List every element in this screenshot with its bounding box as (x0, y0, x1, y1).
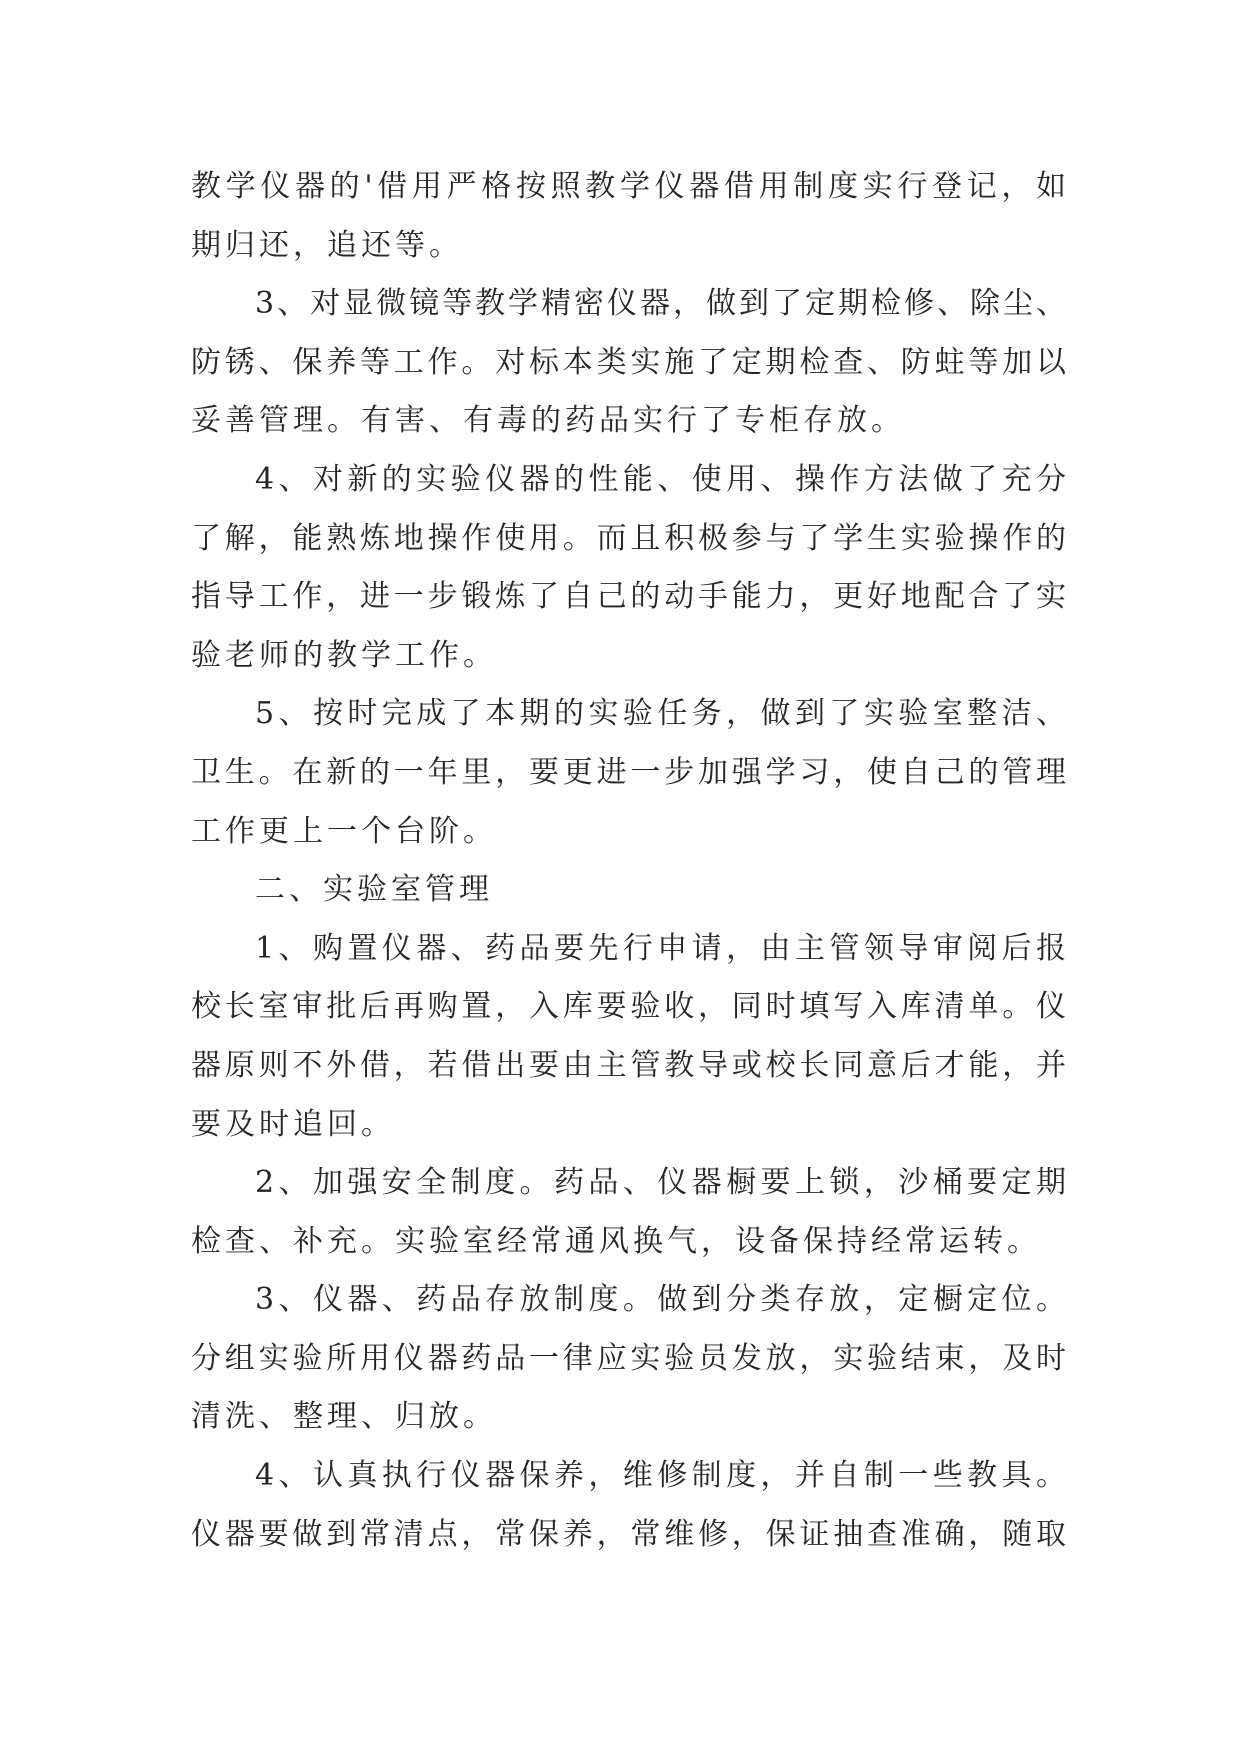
text-line: 妥善管理。有害、有毒的药品实行了专柜存放。 (191, 403, 905, 439)
paragraph-start-line: 1、购置仪器、药品要先行申请，由主管领导审阅后报 (255, 930, 1066, 966)
text-line: 清洗、整理、归放。 (191, 1399, 497, 1435)
document-body (191, 158, 1066, 1564)
text-line: 要及时追回。 (191, 1106, 395, 1142)
text-line: 教学仪器的'借用严格按照教学仪器借用制度实行登记，如 (191, 169, 1066, 204)
text-line: 校长室审批后再购置，入库要验收，同时填写入库清单。仪 (191, 989, 1066, 1025)
text-line: 卫生。在新的一年里，要更进一步加强学习，使自己的管理 (191, 754, 1066, 790)
paragraph-start-line: 4、认真执行仪器保养，维修制度，并自制一些教具。 (255, 1458, 1066, 1494)
paragraph-start-line: 3、仪器、药品存放制度。做到分类存放，定橱定位。 (255, 1282, 1066, 1318)
text-line: 器原则不外借，若借出要由主管教导或校长同意后才能，并 (191, 1047, 1066, 1083)
text-line: 工作更上一个台阶。 (191, 813, 497, 849)
paragraph-start-line: 4、对新的实验仪器的性能、使用、操作方法做了充分 (255, 461, 1066, 497)
text-line: 期归还，追还等。 (191, 227, 463, 263)
section-heading: 二、实验室管理 (255, 872, 493, 908)
text-line: 防锈、保养等工作。对标本类实施了定期检查、防蛀等加以 (191, 344, 1066, 380)
text-line: 分组实验所用仪器药品一律应实验员发放，实验结束，及时 (191, 1340, 1066, 1376)
paragraph-start-line: 2、加强安全制度。药品、仪器橱要上锁，沙桶要定期 (255, 1165, 1066, 1201)
text-line: 指导工作，进一步锻炼了自己的动手能力，更好地配合了实 (191, 579, 1066, 615)
text-line: 检查、补充。实验室经常通风换气，设备保持经常运转。 (191, 1223, 1041, 1259)
paragraph-start-line: 5、按时完成了本期的实验任务，做到了实验室整洁、 (255, 696, 1066, 732)
text-line: 仪器要做到常清点，常保养，常维修，保证抽查准确，随取 (191, 1516, 1066, 1552)
text-line: 了解，能熟炼地操作使用。而且积极参与了学生实验操作的 (191, 520, 1066, 556)
paragraph-start-line: 3、对显微镜等教学精密仪器，做到了定期检修、除尘、 (255, 286, 1066, 322)
text-line: 验老师的教学工作。 (191, 637, 497, 673)
